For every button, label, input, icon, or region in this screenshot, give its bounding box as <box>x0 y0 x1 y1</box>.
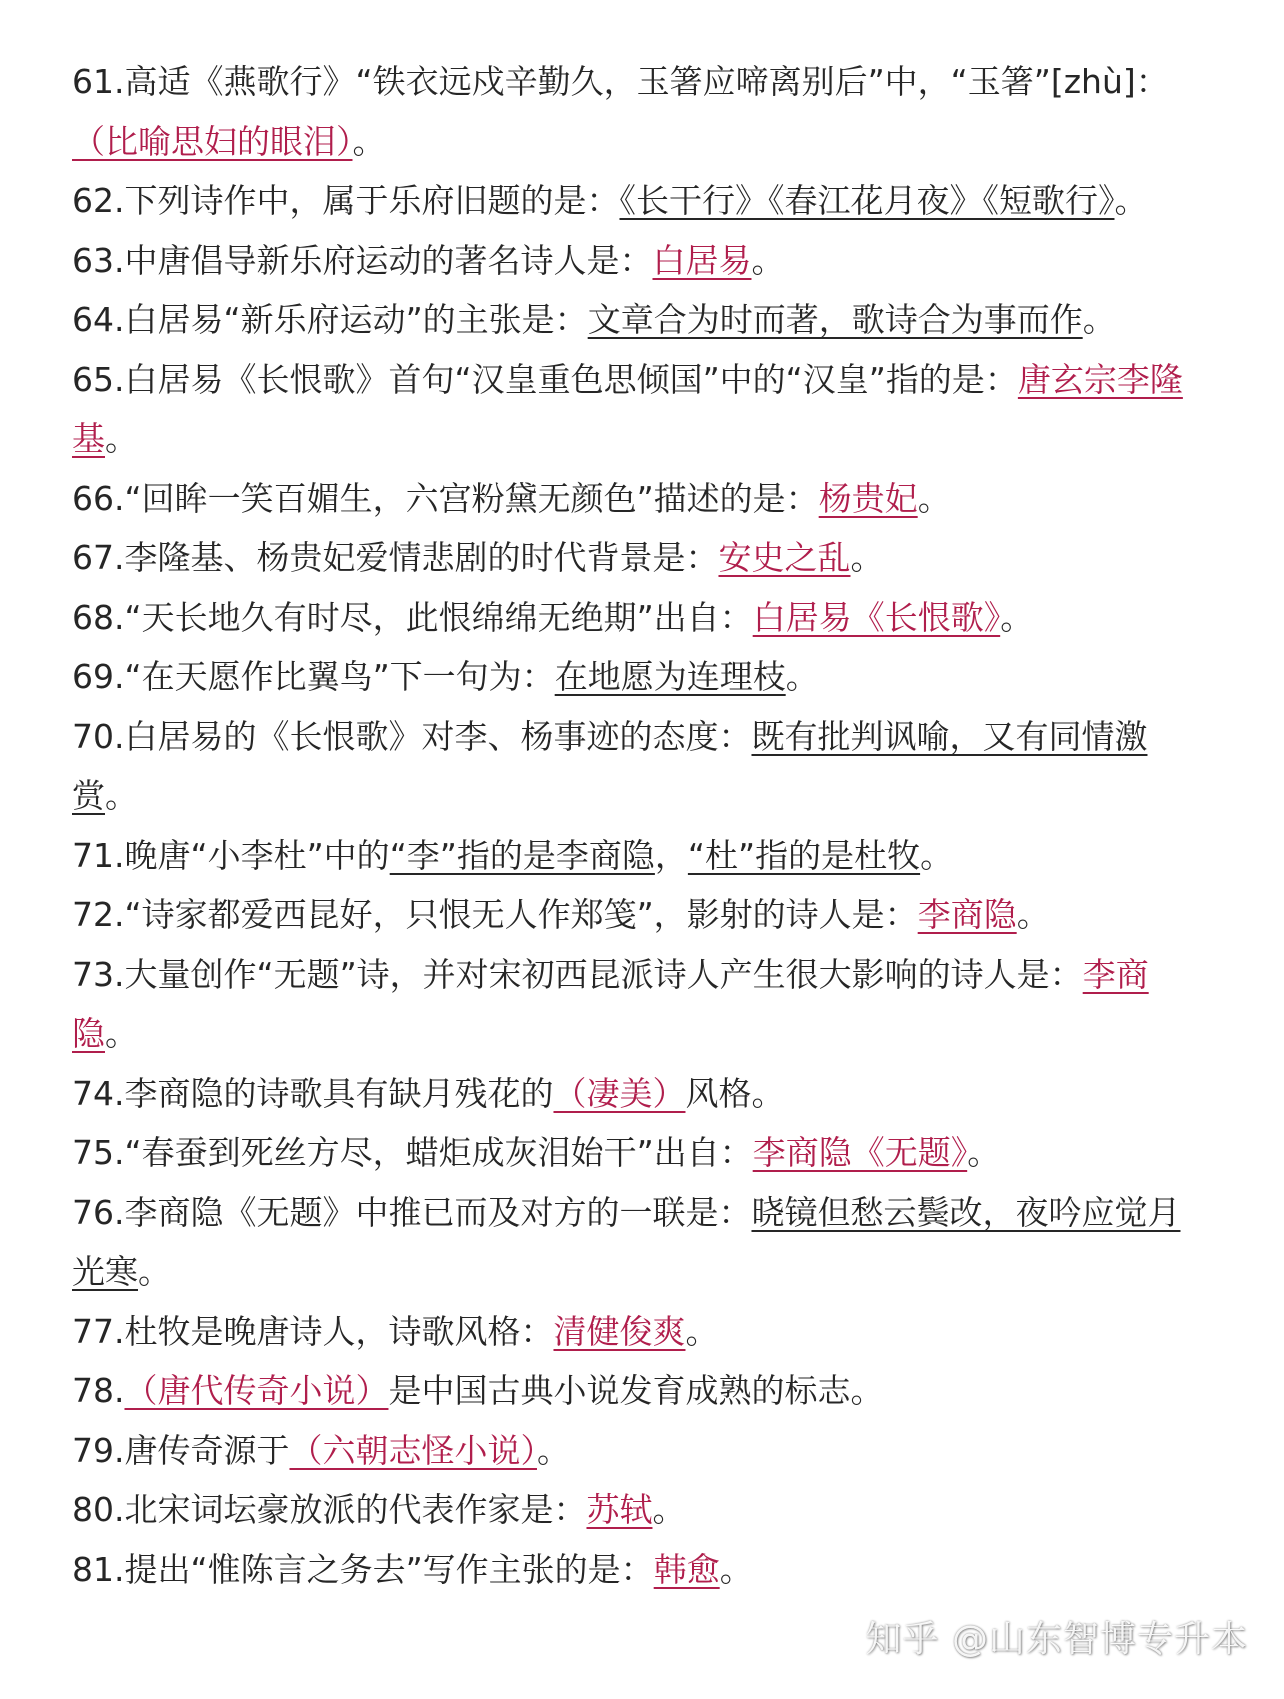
question-text: 79.唐传奇源于 <box>72 1430 290 1470</box>
question-text: 。 <box>917 478 951 518</box>
question-item <box>72 52 1200 171</box>
question-item <box>72 171 1200 231</box>
question-text: 66.“回眸一笑百媚生，六宫粉黛无颜色”描述的是： <box>72 478 819 518</box>
answer-text: 在地愿为连理枝 <box>554 657 786 696</box>
question-text: 。 <box>785 657 819 696</box>
question-text: 65.白居易《长恨歌》首句“汉皇重色思倾国”中的“汉皇”指的是： <box>72 359 1018 399</box>
question-text: 。 <box>138 1252 171 1291</box>
question-item <box>72 588 1200 648</box>
question-text: 。 <box>105 776 138 815</box>
question-item <box>72 231 1200 291</box>
question-text: 81.提出“惟陈言之务去”写作主张的是： <box>72 1549 654 1589</box>
question-item <box>72 647 1200 707</box>
question-text: 75.“春蚕到死丝方尽，蜡炬成灰泪始干”出自： <box>72 1133 753 1172</box>
question-text: 71.晚唐“小李杜”中的 <box>72 835 390 875</box>
watermark: 知乎 @山东智博专升本 <box>865 1619 1248 1660</box>
question-item <box>72 1361 1200 1421</box>
answer-text: 李商隐 <box>917 895 1017 934</box>
question-item <box>72 528 1200 588</box>
answer-text: 白居易 <box>652 240 752 280</box>
question-text: 。 <box>850 538 884 577</box>
question-text: 69.“在天愿作比翼鸟”下一句为： <box>72 657 555 696</box>
answer-text: 晓镜但愁云鬓改，夜吟应觉月光寒 <box>72 1192 1181 1291</box>
question-item <box>72 707 1200 826</box>
question-text: 68.“天长地久有时尽，此恨绵绵无绝期”出自： <box>72 597 753 637</box>
question-item <box>72 1302 1200 1362</box>
answer-text: 《长干行》《春江花月夜》《短歌行》 <box>619 181 1115 220</box>
answer-text: 清健俊爽 <box>553 1311 686 1351</box>
answer-text: 唐玄宗李隆基 <box>72 359 1183 458</box>
question-text: 72.“诗家都爱西昆好，只恨无人作郑笺”，影射的诗人是： <box>72 895 918 934</box>
answer-text: 文章合为时而著，歌诗合为事而作 <box>587 300 1083 339</box>
question-item <box>72 1123 1200 1183</box>
question-text: ， <box>654 835 688 875</box>
question-item <box>72 1064 1200 1124</box>
question-text: 。 <box>751 240 785 280</box>
question-item <box>72 945 1200 1064</box>
question-text: 风格。 <box>685 1073 785 1113</box>
question-text: 76.李商隐《无题》中推已而及对方的一联是： <box>72 1192 752 1232</box>
question-text: 61.高适《燕歌行》“铁衣远戍辛勤久，玉箸应啼离别后”中，“玉箸”[zhù]： <box>72 62 1169 101</box>
question-text: 。 <box>105 1014 138 1053</box>
question-text: 是中国古典小说发育成熟的标志。 <box>388 1371 884 1410</box>
question-text: 。 <box>352 121 386 161</box>
answer-text: （唐代传奇小说） <box>124 1371 389 1410</box>
question-item <box>72 1183 1200 1302</box>
question-item <box>72 350 1200 469</box>
answer-text: 杨贵妃 <box>818 478 918 518</box>
answer-text: 苏轼 <box>586 1490 653 1529</box>
answer-text: （比喻思妇的眼泪） <box>72 121 353 161</box>
question-item <box>72 290 1200 350</box>
answer-text: 安史之乱 <box>718 538 851 577</box>
question-text: 67.李隆基、杨贵妃爱情悲剧的时代背景是： <box>72 538 719 577</box>
question-text: 64.白居易“新乐府运动”的主张是： <box>72 300 588 339</box>
question-item <box>72 1540 1200 1600</box>
question-text: 。 <box>685 1311 719 1351</box>
answer-text: 韩愈 <box>653 1549 720 1589</box>
question-text: 73.大量创作“无题”诗，并对宋初西昆派诗人产生很大影响的诗人是： <box>72 954 1083 994</box>
question-text: 。 <box>1082 300 1116 339</box>
answer-text: “杜”指的是杜牧 <box>687 835 921 875</box>
question-text: 77.杜牧是晚唐诗人，诗歌风格： <box>72 1311 554 1351</box>
question-text: 63.中唐倡导新乐府运动的著名诗人是： <box>72 240 653 280</box>
question-text: 。 <box>920 835 954 875</box>
question-list <box>72 52 1200 1599</box>
question-text: 。 <box>967 1133 1001 1172</box>
question-text: 74.李商隐的诗歌具有缺月残花的 <box>72 1073 554 1113</box>
question-text: 80.北宋词坛豪放派的代表作家是： <box>72 1490 587 1529</box>
question-item <box>72 826 1200 886</box>
answer-text: 李商隐《无题》 <box>752 1133 968 1172</box>
answer-text: （六朝志怪小说） <box>289 1430 537 1470</box>
question-item <box>72 885 1200 945</box>
question-item <box>72 1480 1200 1540</box>
question-text: 。 <box>1016 895 1050 934</box>
question-text: 62.下列诗作中，属于乐府旧题的是： <box>72 181 620 220</box>
answer-text: （凄美） <box>553 1073 686 1113</box>
question-item <box>72 469 1200 529</box>
question-text: 。 <box>652 1490 686 1529</box>
answer-text: “李”指的是李商隐 <box>389 835 655 875</box>
answer-text: 李商隐 <box>72 954 1149 1053</box>
question-text: 70.白居易的《长恨歌》对李、杨事迹的态度： <box>72 716 752 756</box>
question-text: 。 <box>105 419 138 458</box>
question-text: 78. <box>72 1371 125 1410</box>
question-item <box>72 1421 1200 1481</box>
answer-text: 既有批判讽喻，又有同情激赏 <box>72 716 1148 815</box>
answer-text: 白居易《长恨歌》 <box>752 597 1001 637</box>
question-text: 。 <box>1114 181 1148 220</box>
question-text: 。 <box>1000 597 1034 637</box>
question-text: 。 <box>536 1430 570 1470</box>
question-text: 。 <box>719 1549 753 1589</box>
